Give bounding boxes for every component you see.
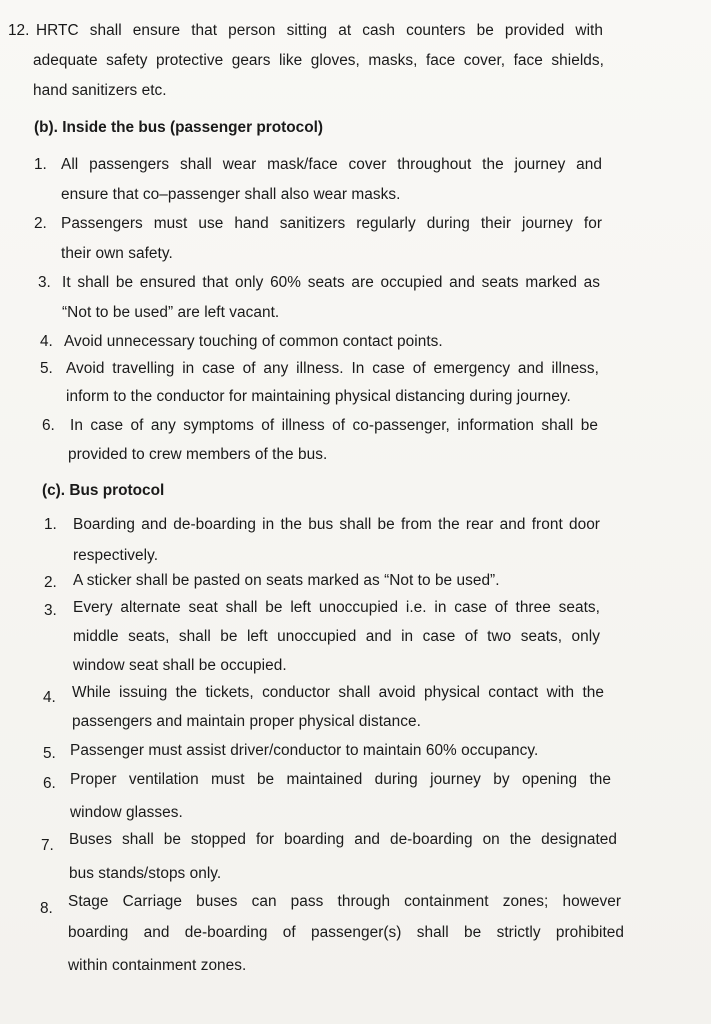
b-item-2-number: 2. xyxy=(34,215,47,232)
b-item-1-line-2: ensure that co–passenger shall also wear masks. xyxy=(61,186,401,203)
c-item-7-line-1: Buses shall be stopped for boarding and de-boarding on the designated xyxy=(69,831,617,848)
b-item-5-line-2: inform to the conductor for maintaining physical distancing during journey. xyxy=(66,388,571,405)
section-c-heading: (c). Bus protocol xyxy=(42,482,165,499)
b-item-3-number: 3. xyxy=(38,274,51,291)
b-item-6-number: 6. xyxy=(42,417,55,434)
c-item-3-line-3: window seat shall be occupied. xyxy=(73,657,287,674)
c-item-4-line-2: passengers and maintain proper physical distance. xyxy=(72,713,421,730)
b-item-5-number: 5. xyxy=(40,360,53,377)
c-item-3-line-2: middle seats, shall be left unoccupied and in case of two seats, only xyxy=(73,628,600,645)
item-12-line-2: adequate safety protective gears like gloves, masks, face cover, face shields, xyxy=(33,52,604,69)
section-b-heading: (b). Inside the bus (passenger protocol) xyxy=(34,119,324,136)
b-item-6-line-1: In case of any symptoms of illness of co-passenger, information shall be xyxy=(70,417,598,434)
c-item-1-line-1: Boarding and de-boarding in the bus shall be from the rear and front door xyxy=(73,516,600,533)
c-item-2-line-1: A sticker shall be pasted on seats marked as “Not to be used”. xyxy=(73,572,500,589)
c-item-1-line-2: respectively. xyxy=(73,547,159,564)
c-item-6-number: 6. xyxy=(43,775,56,792)
b-item-4-number: 4. xyxy=(40,333,53,350)
item-12-number: 12. xyxy=(8,22,30,39)
c-item-5-number: 5. xyxy=(43,745,56,762)
c-item-2-number: 2. xyxy=(44,574,57,591)
c-item-6-line-1: Proper ventilation must be maintained during journey by opening the xyxy=(70,771,611,788)
b-item-3-line-1: It shall be ensured that only 60% seats are occupied and seats marked as xyxy=(62,274,600,291)
c-item-4-line-1: While issuing the tickets, conductor shall avoid physical contact with the xyxy=(72,684,604,701)
item-12-line-1: HRTC shall ensure that person sitting at cash counters be provided with xyxy=(36,22,603,39)
c-item-6-line-2: window glasses. xyxy=(70,804,183,821)
c-item-7-line-2: bus stands/stops only. xyxy=(69,865,222,882)
b-item-6-line-2: provided to crew members of the bus. xyxy=(68,446,328,463)
c-item-8-number: 8. xyxy=(40,900,53,917)
b-item-2-line-2: their own safety. xyxy=(61,245,173,262)
b-item-1-line-1: All passengers shall wear mask/face cover throughout the journey and xyxy=(61,156,602,173)
item-12-line-3: hand sanitizers etc. xyxy=(33,82,167,99)
c-item-8-line-2: boarding and de-boarding of passenger(s) shall be strictly prohibited xyxy=(68,924,624,941)
b-item-4-line-1: Avoid unnecessary touching of common contact points. xyxy=(64,333,443,350)
c-item-3-number: 3. xyxy=(44,602,57,619)
c-item-4-number: 4. xyxy=(43,689,56,706)
c-item-5-line-1: Passenger must assist driver/conductor to maintain 60% occupancy. xyxy=(70,742,539,759)
b-item-3-line-2: “Not to be used” are left vacant. xyxy=(62,304,280,321)
c-item-8-line-1: Stage Carriage buses can pass through containment zones; however xyxy=(68,893,621,910)
b-item-2-line-1: Passengers must use hand sanitizers regularly during their journey for xyxy=(61,215,602,232)
b-item-1-number: 1. xyxy=(34,156,47,173)
b-item-5-line-1: Avoid travelling in case of any illness. In case of emergency and illness, xyxy=(66,360,599,377)
c-item-1-number: 1. xyxy=(44,516,57,533)
c-item-8-line-3: within containment zones. xyxy=(68,957,247,974)
c-item-7-number: 7. xyxy=(41,837,54,854)
c-item-3-line-1: Every alternate seat shall be left unoccupied i.e. in case of three seats, xyxy=(73,599,600,616)
